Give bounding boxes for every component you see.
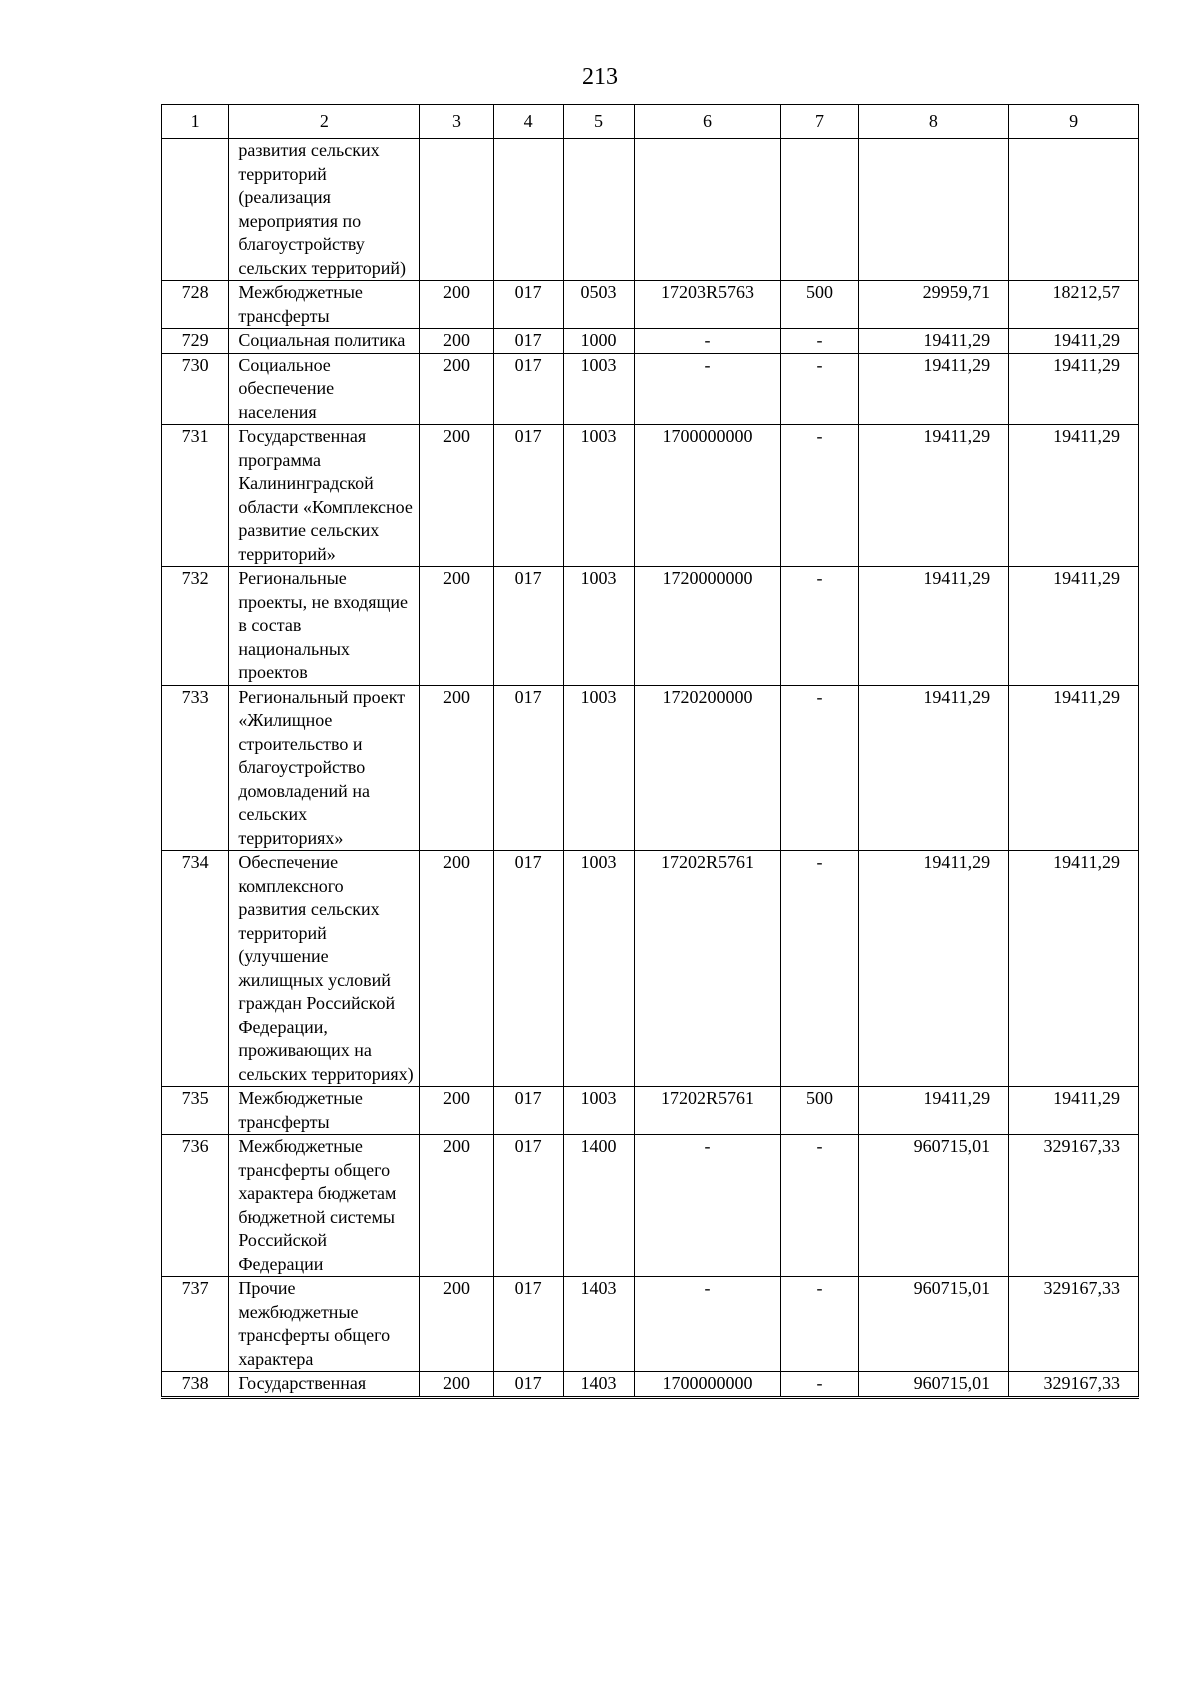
table-row (162, 1277, 1139, 1372)
row-col-5: 1003 (563, 425, 634, 567)
row-col-8: 19411,29 (858, 685, 1009, 851)
row-col-6: 17202R5761 (634, 1087, 781, 1135)
row-number: 730 (162, 353, 229, 425)
page-number: 213 (582, 64, 618, 90)
row-name: Государственная (229, 1372, 420, 1398)
row-number: 729 (162, 329, 229, 354)
row-col-4: 017 (493, 329, 563, 354)
row-name: Межбюджетные трансферты (229, 1087, 420, 1135)
table-row (162, 281, 1139, 329)
row-col-6: 1720200000 (634, 685, 781, 851)
row-col-8: 19411,29 (858, 1087, 1009, 1135)
row-col-4: 017 (493, 425, 563, 567)
row-col-7: - (781, 425, 858, 567)
row-number (162, 139, 229, 281)
header-cell-8: 8 (858, 105, 1009, 139)
header-cell-5: 5 (563, 105, 634, 139)
row-name: Социальная политика (229, 329, 420, 354)
header-cell-2: 2 (229, 105, 420, 139)
row-col-9: 19411,29 (1009, 567, 1139, 686)
row-col-4: 017 (493, 1372, 563, 1398)
row-col-5: 0503 (563, 281, 634, 329)
row-col-9: 329167,33 (1009, 1277, 1139, 1372)
row-col-3: 200 (420, 281, 493, 329)
row-col-6: - (634, 329, 781, 354)
row-col-7: - (781, 353, 858, 425)
row-col-5: 1003 (563, 851, 634, 1087)
row-name: Государственная программа Калининградской области «Комплексное развитие сельских территорий» (229, 425, 420, 567)
header-cell-4: 4 (493, 105, 563, 139)
row-col-6: - (634, 1135, 781, 1277)
row-col-4: 017 (493, 685, 563, 851)
row-col-7: 500 (781, 1087, 858, 1135)
row-col-3: 200 (420, 1372, 493, 1398)
row-col-5 (563, 139, 634, 281)
table-body (162, 139, 1139, 1398)
row-col-7: - (781, 1277, 858, 1372)
row-col-9: 19411,29 (1009, 1087, 1139, 1135)
row-col-6: 1700000000 (634, 425, 781, 567)
row-col-8: 960715,01 (858, 1277, 1009, 1372)
row-col-6: - (634, 353, 781, 425)
table-row (162, 353, 1139, 425)
header-row (162, 105, 1139, 139)
row-number: 734 (162, 851, 229, 1087)
row-col-4: 017 (493, 1087, 563, 1135)
row-number: 732 (162, 567, 229, 686)
row-col-8 (858, 139, 1009, 281)
row-col-7: - (781, 1372, 858, 1398)
row-col-3: 200 (420, 329, 493, 354)
row-name: Прочие межбюджетные трансферты общего характера (229, 1277, 420, 1372)
row-col-3: 200 (420, 1277, 493, 1372)
row-col-5: 1403 (563, 1372, 634, 1398)
row-col-4: 017 (493, 1277, 563, 1372)
row-col-9: 18212,57 (1009, 281, 1139, 329)
row-number: 735 (162, 1087, 229, 1135)
row-col-6: 17202R5761 (634, 851, 781, 1087)
row-col-4: 017 (493, 281, 563, 329)
row-col-7: - (781, 1135, 858, 1277)
row-col-8: 19411,29 (858, 329, 1009, 354)
row-col-7: - (781, 685, 858, 851)
budget-table (161, 104, 1139, 1399)
row-col-9: 19411,29 (1009, 329, 1139, 354)
row-col-8: 29959,71 (858, 281, 1009, 329)
row-col-3: 200 (420, 353, 493, 425)
row-col-8: 960715,01 (858, 1135, 1009, 1277)
row-number: 733 (162, 685, 229, 851)
header-cell-1: 1 (162, 105, 229, 139)
row-col-3: 200 (420, 425, 493, 567)
row-col-6: 1720000000 (634, 567, 781, 686)
row-col-8: 19411,29 (858, 353, 1009, 425)
row-col-7: - (781, 329, 858, 354)
row-col-9: 19411,29 (1009, 851, 1139, 1087)
row-col-7: - (781, 851, 858, 1087)
table-row (162, 685, 1139, 851)
row-col-5: 1003 (563, 353, 634, 425)
table-row (162, 425, 1139, 567)
row-col-9 (1009, 139, 1139, 281)
row-name: Региональный проект «Жилищное строительство и благоустройство домовладений на сельских территориях» (229, 685, 420, 851)
row-number: 738 (162, 1372, 229, 1398)
table-row (162, 1087, 1139, 1135)
row-number: 731 (162, 425, 229, 567)
row-col-3 (420, 139, 493, 281)
row-col-4: 017 (493, 353, 563, 425)
row-col-9: 19411,29 (1009, 685, 1139, 851)
row-col-9: 19411,29 (1009, 353, 1139, 425)
row-col-7: - (781, 567, 858, 686)
row-number: 736 (162, 1135, 229, 1277)
row-col-6: 1700000000 (634, 1372, 781, 1398)
table-row (162, 851, 1139, 1087)
row-col-9: 329167,33 (1009, 1135, 1139, 1277)
row-col-5: 1003 (563, 685, 634, 851)
row-col-6: - (634, 1277, 781, 1372)
row-name: Региональные проекты, не входящие в состав национальных проектов (229, 567, 420, 686)
row-col-3: 200 (420, 851, 493, 1087)
row-name: развития сельских территорий (реализация мероприятия по благоустройству сельских территорий) (229, 139, 420, 281)
header-cell-9: 9 (1009, 105, 1139, 139)
row-col-7: 500 (781, 281, 858, 329)
table-row (162, 329, 1139, 354)
row-col-3: 200 (420, 1135, 493, 1277)
row-col-9: 19411,29 (1009, 425, 1139, 567)
row-col-5: 1403 (563, 1277, 634, 1372)
row-name: Социальное обеспечение населения (229, 353, 420, 425)
header-cell-6: 6 (634, 105, 781, 139)
row-col-5: 1400 (563, 1135, 634, 1277)
row-col-5: 1000 (563, 329, 634, 354)
row-col-9: 329167,33 (1009, 1372, 1139, 1398)
row-col-7 (781, 139, 858, 281)
row-col-5: 1003 (563, 1087, 634, 1135)
row-col-6 (634, 139, 781, 281)
row-col-5: 1003 (563, 567, 634, 686)
header-cell-3: 3 (420, 105, 493, 139)
row-col-3: 200 (420, 567, 493, 686)
table-row (162, 567, 1139, 686)
row-col-8: 19411,29 (858, 567, 1009, 686)
row-col-8: 19411,29 (858, 851, 1009, 1087)
row-col-4 (493, 139, 563, 281)
row-number: 728 (162, 281, 229, 329)
row-col-4: 017 (493, 567, 563, 686)
row-col-6: 17203R5763 (634, 281, 781, 329)
row-name: Обеспечение комплексного развития сельских территорий (улучшение жилищных условий граждан Российской Федерации, проживающих на сельских территориях) (229, 851, 420, 1087)
row-col-8: 960715,01 (858, 1372, 1009, 1398)
row-col-3: 200 (420, 685, 493, 851)
header-cell-7: 7 (781, 105, 858, 139)
row-name: Межбюджетные трансферты (229, 281, 420, 329)
table-row (162, 139, 1139, 281)
row-number: 737 (162, 1277, 229, 1372)
row-col-4: 017 (493, 1135, 563, 1277)
row-col-4: 017 (493, 851, 563, 1087)
row-col-8: 19411,29 (858, 425, 1009, 567)
row-name: Межбюджетные трансферты общего характера бюджетам бюджетной системы Российской Федерации (229, 1135, 420, 1277)
table-row (162, 1372, 1139, 1398)
row-col-3: 200 (420, 1087, 493, 1135)
table-row (162, 1135, 1139, 1277)
